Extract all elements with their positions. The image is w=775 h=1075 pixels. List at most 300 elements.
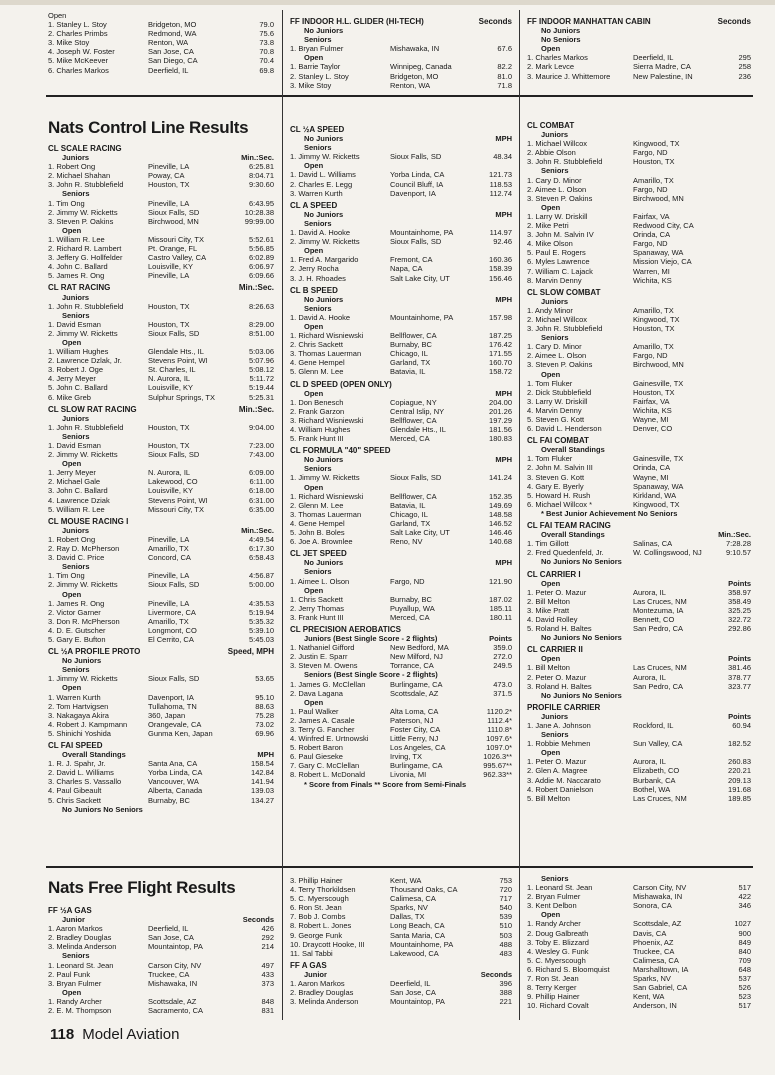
competitor-name: 1. Jimmy W. Ricketts — [290, 473, 360, 483]
result-row — [48, 693, 274, 702]
result-row — [290, 979, 512, 988]
result-row — [527, 72, 751, 81]
division-text: Seniors — [62, 562, 90, 572]
competitor-name: 3. John M. Salvin IV — [527, 230, 594, 240]
competitor-name: 3. Mike Pratt — [527, 605, 570, 615]
division-text: Seniors — [304, 303, 332, 313]
event-heading — [527, 645, 751, 654]
competitor-hometown: Redwood City, CA — [633, 221, 694, 231]
division-label — [527, 654, 751, 663]
competitor-result: 220.21 — [728, 766, 751, 776]
result-row — [527, 548, 751, 557]
competitor-result: 381.46 — [728, 663, 751, 673]
result-row — [290, 752, 512, 761]
competitor-name: 6. Paul Gieseke — [290, 752, 343, 762]
division-label — [527, 166, 751, 175]
result-row — [527, 1001, 751, 1010]
division-label — [527, 370, 751, 379]
result-row — [290, 473, 512, 482]
competitor-result: 75.28 — [255, 710, 274, 720]
competitor-name: 5. Robert Baron — [290, 743, 343, 753]
result-row — [290, 997, 512, 1006]
result-row — [527, 342, 751, 351]
result-row — [290, 912, 512, 921]
competitor-name: 3. Maurice J. Whittemore — [527, 71, 611, 81]
competitor-hometown: Bothel, WA — [633, 784, 671, 794]
competitor-name: 1. Aimee L. Olson — [290, 576, 350, 586]
competitor-result: 4:49.54 — [248, 534, 274, 544]
competitor-hometown: Davis, CA — [633, 928, 667, 938]
event-heading — [527, 121, 751, 130]
competitor-name: 4. Wesley G. Funk — [527, 946, 589, 956]
competitor-name: 4. John C. Ballard — [48, 262, 108, 272]
division-label — [48, 414, 274, 423]
competitor-result: 5:45.03 — [248, 634, 274, 644]
competitor-hometown: Kingwood, TX — [633, 499, 680, 509]
page-number: 118 — [50, 1026, 75, 1043]
competitor-name: 2. Paul Funk — [48, 969, 91, 979]
column-2-bottom — [290, 873, 512, 1006]
result-row — [527, 185, 751, 194]
competitor-hometown: Burnaby, BC — [390, 594, 432, 604]
competitor-name: 4. Gary E. Byerly — [527, 481, 584, 491]
competitor-name: 2. Michael Shahan — [48, 171, 111, 181]
competitor-name: 1. R. J. Spahr, Jr. — [48, 759, 106, 769]
competitor-result — [238, 11, 274, 20]
column-unit: MPH — [495, 455, 512, 465]
competitor-result: 1026.3** — [483, 752, 512, 762]
page-footer — [50, 1026, 180, 1043]
result-row — [290, 180, 512, 189]
competitor-result: 295 — [738, 53, 751, 63]
mid-rule — [46, 866, 753, 868]
result-row — [48, 979, 274, 988]
competitor-hometown: Fremont, CA — [390, 255, 433, 265]
result-row — [527, 947, 751, 956]
division-label — [290, 558, 512, 567]
event-heading — [48, 405, 274, 414]
result-row — [290, 689, 512, 698]
competitor-name: 3. Bryan Fulmer — [48, 978, 102, 988]
competitor-result — [715, 185, 751, 194]
result-row — [48, 635, 274, 644]
division-text: Seniors — [541, 730, 569, 740]
competitor-result — [715, 388, 751, 397]
competitor-result: 209.13 — [728, 775, 751, 785]
division-text: Open — [62, 225, 82, 235]
competitor-hometown: San Jose, CA — [390, 988, 436, 998]
competitor-hometown: Bennett, CO — [633, 614, 675, 624]
competitor-hometown: Dallas, TX — [390, 912, 425, 922]
division-text: Open — [62, 683, 82, 693]
competitor-result: 191.68 — [728, 784, 751, 794]
competitor-hometown: Yorba Linda, CA — [390, 170, 445, 180]
competitor-name: 5. Shinichi Yoshida — [48, 728, 111, 738]
competitor-result: 526 — [738, 983, 751, 993]
result-row — [527, 766, 751, 775]
competitor-hometown: Houston, TX — [148, 180, 190, 190]
division-text: Open — [541, 654, 561, 664]
division-text: No Juniors — [304, 26, 344, 36]
result-row — [527, 157, 751, 166]
competitor-result: 139.03 — [251, 786, 274, 796]
competitor-result: 292.86 — [728, 624, 751, 634]
event-section — [48, 906, 274, 1015]
division-text: Juniors (Best Single Score - 2 flights) — [304, 634, 438, 644]
division-label — [290, 35, 512, 44]
competitor-name: 1. Warren Kurth — [48, 692, 101, 702]
competitor-name: 7. William C. Lajack — [527, 266, 593, 276]
competitor-hometown: Mishawaka, IN — [148, 978, 198, 988]
competitor-result: 92.46 — [493, 237, 512, 247]
competitor-result: 71.8 — [497, 80, 512, 90]
result-row — [290, 613, 512, 622]
competitor-name: 2. Dick Stubblefield — [527, 387, 592, 397]
result-row — [290, 349, 512, 358]
result-row — [290, 940, 512, 949]
competitor-result: 180.11 — [489, 612, 512, 622]
competitor-name: 5. John B. Boles — [290, 528, 345, 538]
division-label — [48, 293, 274, 302]
result-row — [290, 761, 512, 770]
competitor-hometown: Missouri City, TX — [148, 234, 204, 244]
result-row — [48, 970, 274, 979]
competitor-hometown: Vancouver, WA — [148, 777, 199, 787]
competitor-hometown: Aurora, IL — [633, 587, 666, 597]
division-text: Open — [541, 910, 561, 920]
division-text: No Juniors — [304, 294, 344, 304]
competitor-result: 5:08.12 — [248, 365, 274, 375]
competitor-hometown: Amarillo, TX — [633, 305, 674, 315]
competitor-hometown: Thousand Oaks, CA — [390, 885, 458, 895]
competitor-hometown: Scottsdale, AZ — [633, 919, 682, 929]
result-row — [527, 929, 751, 938]
result-row — [48, 383, 274, 392]
result-row — [48, 553, 274, 562]
competitor-name: 2. Mike Petri — [527, 221, 569, 231]
division-label — [527, 509, 751, 518]
division-label — [48, 750, 274, 759]
competitor-result — [715, 491, 751, 500]
competitor-result: 70.4 — [259, 56, 274, 66]
competitor-hometown: Puyallup, WA — [390, 603, 435, 613]
competitor-name: 3. Nakagaya Akira — [48, 710, 109, 720]
event-section — [527, 17, 751, 81]
result-row — [48, 365, 274, 374]
competitor-name: 5. C. Myerscough — [527, 955, 586, 965]
division-text: Juniors — [62, 413, 90, 423]
result-row — [290, 894, 512, 903]
division-label — [527, 579, 751, 588]
competitor-name: 1. Andy Minor — [527, 305, 573, 315]
competitor-name: 1. Bryan Fulmer — [290, 44, 344, 54]
competitor-name: 3. Phillip Hainer — [290, 876, 343, 885]
result-row — [290, 519, 512, 528]
division-text: No Seniors — [541, 35, 581, 45]
competitor-result: 483 — [499, 948, 512, 958]
event-section — [48, 144, 274, 280]
division-label — [290, 304, 512, 313]
result-row — [527, 892, 751, 901]
competitor-hometown: Rockford, IL — [633, 721, 674, 730]
competitor-hometown: Bridgeton, MO — [148, 20, 197, 30]
competitor-result: 134.27 — [251, 795, 274, 805]
competitor-result: 82.2 — [497, 62, 512, 72]
competitor-result: 8:26.63 — [248, 301, 274, 311]
result-row — [527, 883, 751, 892]
competitor-name: 11. Sal Tabbi — [290, 948, 333, 958]
event-section — [48, 11, 274, 75]
competitor-name: 2. Ray D. McPherson — [48, 544, 120, 554]
competitor-name: 2. Jerry Thomas — [290, 603, 345, 613]
competitor-name: 1. John R. Stubblefield — [48, 301, 124, 311]
division-text: Open — [304, 246, 324, 256]
result-row — [48, 441, 274, 450]
event-section — [290, 125, 512, 198]
result-row — [290, 274, 512, 283]
competitor-hometown: Houston, TX — [148, 441, 190, 450]
competitor-name: 3. Steven M. Owens — [290, 661, 358, 671]
competitor-result: 10:28.38 — [244, 207, 274, 217]
result-row — [527, 221, 751, 230]
competitor-result: 69.8 — [259, 65, 274, 75]
result-row — [48, 162, 274, 171]
competitor-name: 1. Jimmy W. Ricketts — [290, 152, 360, 162]
result-row — [48, 199, 274, 208]
competitor-result: 488 — [499, 939, 512, 949]
competitor-result: 995.67** — [483, 761, 512, 771]
competitor-result — [715, 351, 751, 360]
competitor-hometown: Birchwood, MN — [148, 216, 199, 226]
result-row — [290, 398, 512, 407]
competitor-hometown: Houston, TX — [633, 324, 675, 334]
competitor-hometown: Kingwood, TX — [633, 139, 680, 149]
competitor-name: 2. Frank Garzon — [290, 406, 345, 416]
competitor-hometown: Mountainhome, PA — [390, 939, 454, 949]
competitor-result: 709 — [738, 955, 751, 965]
event-section — [527, 645, 751, 700]
event-section — [48, 405, 274, 514]
division-text: Open — [304, 53, 324, 63]
event-title: CL D SPEED (OPEN ONLY) — [290, 379, 392, 389]
competitor-name: 1. Robert Ong — [48, 534, 96, 544]
competitor-name: 1. Robbie Mehmen — [527, 739, 591, 749]
result-row — [290, 903, 512, 912]
event-title: CL FAI COMBAT — [527, 436, 589, 446]
event-title: CL SLOW RAT RACING — [48, 404, 137, 414]
competitor-result: 517 — [738, 883, 751, 893]
competitor-hometown: Los Angeles, CA — [390, 743, 446, 753]
result-row — [527, 757, 751, 766]
result-row — [527, 239, 751, 248]
division-text: Open — [541, 202, 561, 212]
competitor-hometown: Gunma Ken, Japan — [148, 728, 213, 738]
result-row — [290, 340, 512, 349]
division-label — [48, 432, 274, 441]
competitor-hometown: Pineville, LA — [148, 571, 190, 581]
competitor-name: 2. Dava Lagana — [290, 688, 343, 698]
division-text: Open — [304, 697, 324, 707]
column-unit: Min.:Sec. — [718, 530, 751, 540]
column-unit: MPH — [495, 209, 512, 219]
competitor-result: 8:51.00 — [248, 328, 274, 338]
result-row — [527, 306, 751, 315]
event-title: CL ½A SPEED — [290, 125, 345, 134]
competitor-hometown: Irving, TX — [390, 752, 422, 762]
result-row — [290, 416, 512, 425]
result-row — [48, 393, 274, 402]
event-section — [290, 286, 512, 377]
column-unit: Min.:Sec. — [241, 525, 274, 535]
result-row — [48, 302, 274, 311]
competitor-result: 176.42 — [489, 340, 512, 350]
division-label — [290, 26, 512, 35]
competitor-name: 7. Ron St. Jean — [527, 974, 579, 984]
result-row — [290, 716, 512, 725]
competitor-hometown: Batavia, IL — [390, 367, 426, 377]
competitor-name: 4. Gene Hempel — [290, 518, 345, 528]
result-row — [48, 608, 274, 617]
competitor-name: 10. Draycott Hooke, III — [290, 939, 365, 949]
competitor-hometown: Fargo, ND — [390, 576, 425, 586]
result-row — [290, 501, 512, 510]
competitor-result: 4:35.53 — [248, 598, 274, 608]
competitor-result: 388 — [499, 988, 512, 998]
competitor-result: 114.97 — [489, 228, 512, 238]
competitor-name: 3. Jeffery G. Hollfelder — [48, 253, 123, 263]
result-row — [527, 721, 751, 730]
competitor-hometown: Bellflower, CA — [390, 415, 437, 425]
result-row — [527, 673, 751, 682]
competitor-result: 6:02.89 — [248, 253, 274, 263]
competitor-hometown: San Pedro, CA — [633, 681, 684, 691]
event-heading — [48, 647, 274, 656]
competitor-result: 1112.4* — [487, 715, 512, 725]
competitor-name: 2. Doug Galbreath — [527, 928, 589, 938]
competitor-hometown: Sioux Falls, SD — [148, 328, 200, 338]
competitor-name: 2. Glenn M. Lee — [290, 500, 344, 510]
competitor-name: 6. Ron St. Jean — [290, 903, 342, 913]
event-heading — [290, 286, 512, 295]
division-text: Juniors — [541, 130, 569, 140]
division-label — [527, 557, 751, 566]
result-row — [48, 486, 274, 495]
competitor-hometown: Mishawaka, IN — [633, 892, 683, 902]
event-heading — [290, 380, 512, 389]
division-text: Open — [541, 578, 561, 588]
competitor-hometown: Truckee, CA — [633, 946, 675, 956]
result-row — [527, 139, 751, 148]
competitor-result: 962.33** — [483, 770, 512, 780]
division-text: Open — [304, 585, 324, 595]
competitor-hometown: Tullahoma, TN — [148, 701, 197, 711]
competitor-result: 95.10 — [255, 692, 274, 702]
division-text: Seniors — [62, 310, 90, 320]
division-text: Seniors — [541, 166, 569, 176]
column-2 — [290, 122, 512, 789]
event-heading — [290, 625, 512, 634]
competitor-hometown: New Bedford, MA — [390, 643, 449, 653]
competitor-name: 5. Chris Sackett — [48, 795, 101, 805]
competitor-name: 3. Thomas Lauerman — [290, 509, 362, 519]
division-text: Seniors — [304, 143, 332, 153]
competitor-result: 156.46 — [489, 273, 512, 283]
competitor-name: 2. Aimee L. Olson — [527, 351, 587, 361]
competitor-result: 70.8 — [259, 47, 274, 57]
column-1 — [48, 141, 274, 814]
competitor-result: 358.97 — [728, 587, 751, 597]
event-title: CL B SPEED — [290, 285, 338, 295]
result-row — [48, 544, 274, 553]
column-unit: MPH — [495, 388, 512, 398]
competitor-hometown: Mission Viejo, CA — [633, 257, 692, 267]
competitor-result: 157.98 — [489, 312, 512, 322]
competitor-hometown: Santa Maria, CA — [390, 930, 446, 940]
competitor-name: 8. Marvin Denny — [527, 275, 582, 285]
event-title: CL RAT RACING — [48, 283, 111, 293]
result-row — [48, 796, 274, 805]
event-title: FF ½A GAS — [48, 906, 92, 915]
event-title: CL FORMULA "40" SPEED — [290, 446, 391, 456]
competitor-name: 1. James G. McClellan — [290, 679, 366, 689]
result-row — [527, 539, 751, 548]
competitor-name: 1. William Hughes — [48, 347, 109, 357]
competitor-result: 214 — [261, 942, 274, 952]
competitor-name: 1. David A. Hooke — [290, 228, 351, 238]
result-row — [48, 626, 274, 635]
competitor-name: 2. Victor Garner — [48, 607, 101, 617]
column-1-bottom — [48, 903, 274, 1015]
competitor-name: 3. Melinda Anderson — [290, 997, 359, 1007]
competitor-hometown: Wichita, KS — [633, 275, 672, 285]
competitor-hometown: Deerfield, IL — [633, 53, 674, 63]
division-label — [290, 161, 512, 170]
result-row — [48, 180, 274, 189]
competitor-hometown: W. Collingswood, NJ — [633, 548, 702, 558]
competitor-name: 1. Robert Ong — [48, 162, 96, 172]
competitor-hometown: Livermore, CA — [148, 607, 196, 617]
division-label — [48, 951, 274, 960]
division-text: Seniors — [62, 189, 90, 199]
result-row — [527, 276, 751, 285]
division-text: No Juniors — [304, 558, 344, 568]
column-unit: MPH — [495, 558, 512, 568]
competitor-name: 2. Stanley L. Stoy — [290, 71, 349, 81]
division-label — [48, 656, 274, 665]
competitor-result — [715, 148, 751, 157]
event-section — [527, 436, 751, 518]
division-label — [290, 143, 512, 152]
result-row — [527, 62, 751, 71]
division-text: Overall Standings — [62, 750, 126, 760]
division-text: Open — [541, 44, 561, 54]
division-label — [527, 748, 751, 757]
competitor-result: 753 — [499, 876, 512, 885]
competitor-result: 849 — [738, 937, 751, 947]
page-top-band — [0, 0, 775, 5]
result-row — [48, 1006, 274, 1015]
result-row — [48, 244, 274, 253]
competitor-name: 5. Paul E. Rogers — [527, 248, 586, 258]
competitor-result: 181.56 — [489, 425, 512, 434]
event-section — [290, 446, 512, 546]
competitor-name: 3. Terry G. Fancher — [290, 725, 355, 734]
event-unit: Seconds — [478, 17, 512, 26]
result-row — [290, 510, 512, 519]
competitor-hometown: Amarillo, TX — [148, 544, 189, 554]
result-row — [48, 356, 274, 365]
result-row — [527, 663, 751, 672]
